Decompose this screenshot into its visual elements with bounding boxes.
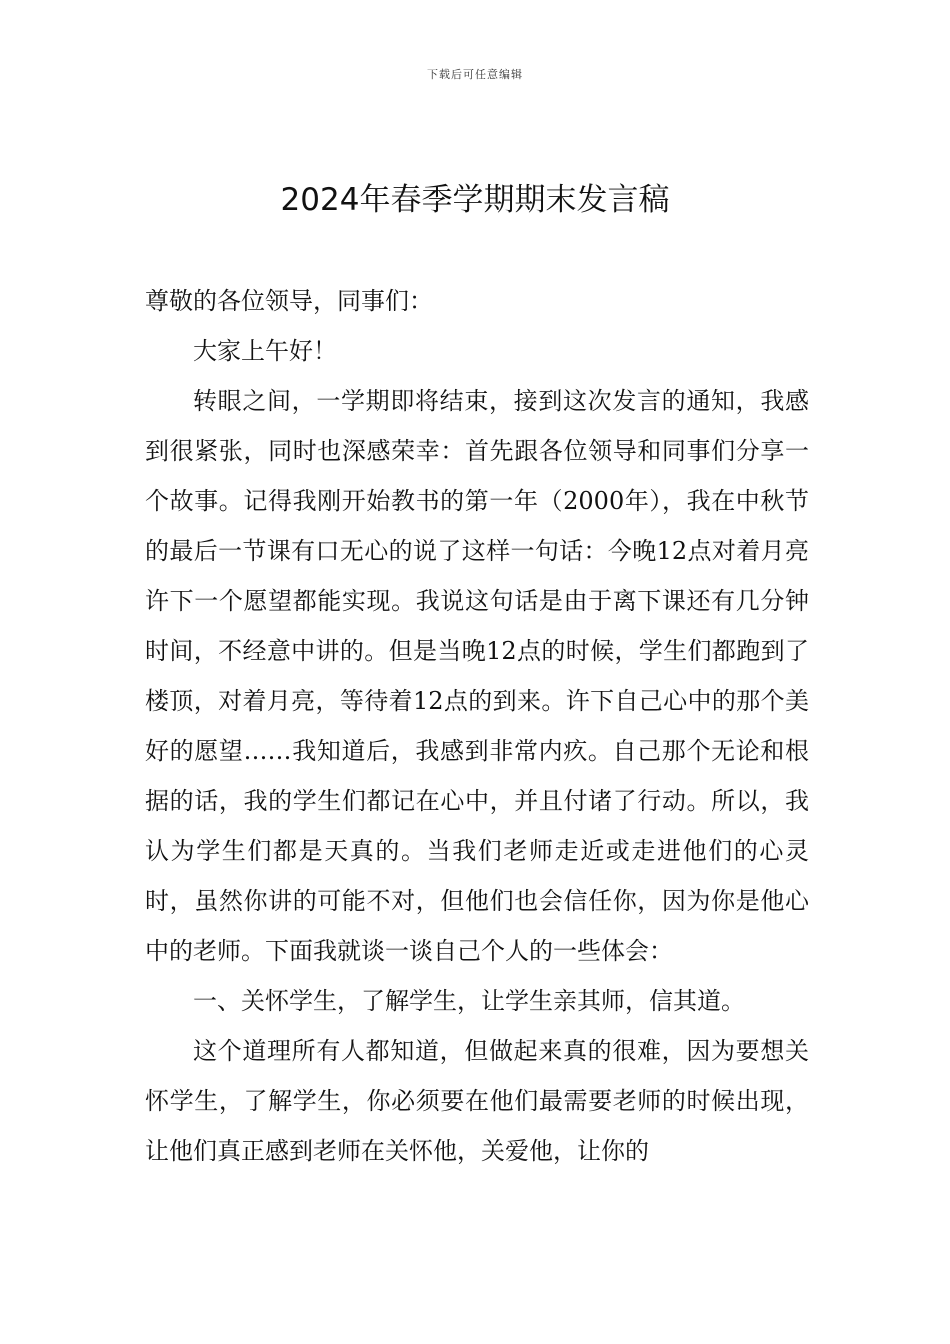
- document-title: 2024年春季学期期末发言稿: [280, 182, 670, 218]
- salutation: 尊敬的各位领导，同事们：: [145, 287, 433, 315]
- paragraph-story: 转眼之间，一学期即将结束，接到这次发言的通知，我感到很紧张，同时也深感荣幸：首先跟各位领导和同事们分享一个故事。记得我刚开始教书的第一年（2000年），我在中秋节的最后一节课有口无心的说了这样一句话：今晚12点对着月亮许下一个愿望都能实现。我说这句话是由于离下课还有几分钟时间，不经意中讲的。但是当晚12点的时候，学生们都跑到了楼顶，对着月亮，等待着12点的到来。许下自己心中的那个美好的愿望……我知道后，我感到非常内疚。自己那个无论和根据的话，我的学生们都记在心中，并且付诸了行动。所以，我认为学生们都是天真的。当我们老师走近或走进他们的心灵时，虽然你讲的可能不对，但他们也会信任你，因为你是他心中的老师。下面我就谈一谈自己个人的一些体会：: [145, 387, 809, 965]
- header-note: 下载后可任意编辑: [427, 68, 523, 81]
- section-heading-1: 一、关怀学生，了解学生，让学生亲其师，信其道。: [193, 987, 745, 1015]
- paragraph-section-1: 这个道理所有人都知道，但做起来真的很难，因为要想关怀学生，了解学生，你必须要在他们最需要老师的时候出现，让他们真正感到老师在关怀他，关爱他，让你的: [145, 1037, 809, 1165]
- greeting: 大家上午好！: [193, 337, 337, 365]
- document-body: [145, 276, 809, 1176]
